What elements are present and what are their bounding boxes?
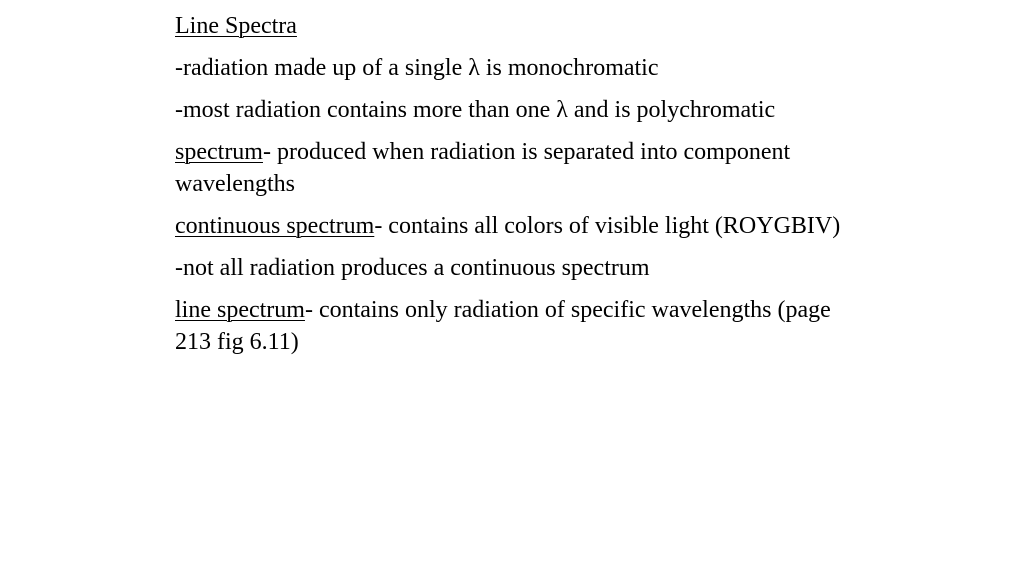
bullet-monochromatic [175,52,865,84]
definition-line-spectrum [175,294,865,358]
term-spectrum: spectrum [175,139,263,165]
definition-spectrum [175,136,865,200]
term-line-spectrum: line spectrum [175,297,305,323]
definition-text: - contains only radiation of specific wavelengths (page 213 fig 6.11) [175,297,831,355]
bullet-text: -radiation made up of a single λ is monochromatic [175,55,659,81]
definition-text: - contains all colors of visible light (ROYGBIV) [374,213,841,239]
bullet-text: -not all radiation produces a continuous spectrum [175,255,650,281]
bullet-text: -most radiation contains more than one λ and is polychromatic [175,97,776,123]
definition-continuous-spectrum [175,210,865,242]
slide-content [175,10,865,368]
bullet-polychromatic [175,94,865,126]
slide-title [175,10,865,42]
title-text: Line Spectra [175,13,297,39]
bullet-not-all-radiation [175,252,865,284]
term-continuous-spectrum: continuous spectrum [175,213,375,239]
definition-text: - produced when radiation is separated into component wavelengths [175,139,791,197]
